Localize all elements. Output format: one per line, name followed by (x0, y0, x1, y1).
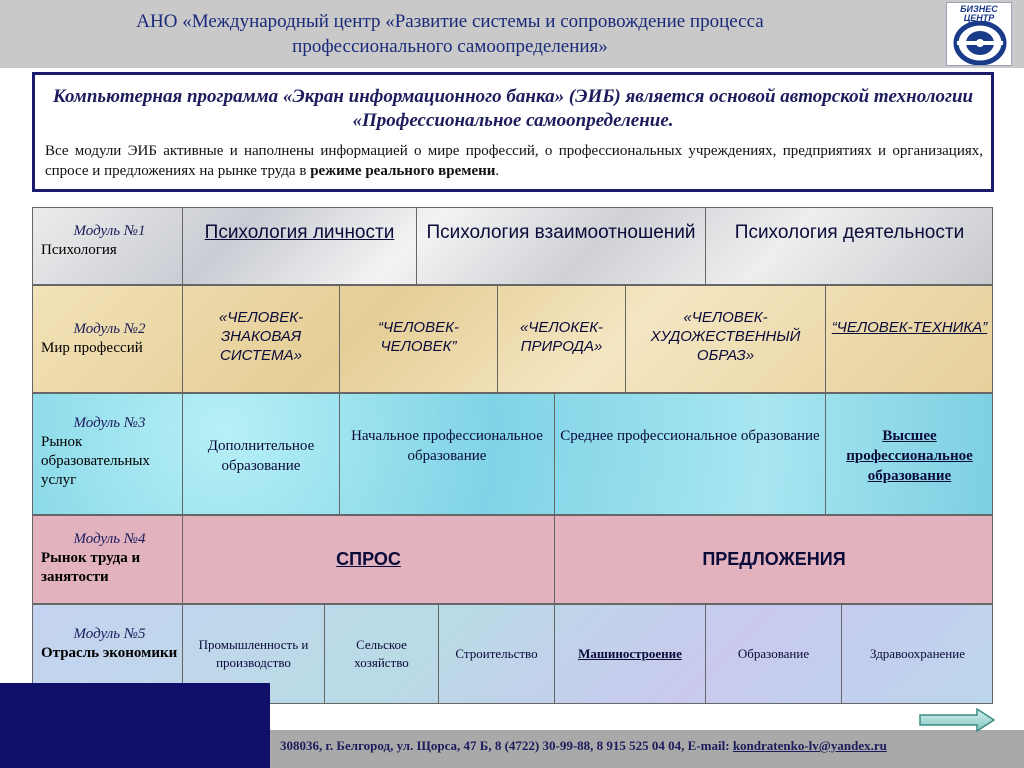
sector-agriculture-cell[interactable] (324, 605, 438, 703)
edu-additional-label: Дополнительное образование (207, 438, 315, 474)
footer-contacts (280, 737, 887, 755)
module-1-title: Модуль №1 (73, 223, 146, 239)
psych-personality-label: Психология личности (204, 222, 395, 243)
sector-industry-label: Промышленность и производство (198, 637, 309, 670)
psych-personality-link[interactable] (182, 208, 416, 284)
module-1-header (33, 208, 182, 284)
module-1-name: Психология (41, 242, 117, 258)
module-3-header (33, 394, 182, 514)
sector-healthcare-cell[interactable] (841, 605, 993, 703)
logo-line-2: ЦЕНТР (963, 13, 995, 23)
module-3-row (32, 393, 993, 515)
module-2-header (33, 286, 182, 392)
type-human-art-label: «ЧЕЛОВЕК-ХУДОЖЕСТВЕННЫЙ ОБРАЗ» (650, 309, 801, 364)
next-arrow-icon[interactable] (919, 708, 995, 732)
intro-heading: Компьютерная программа «Экран информационного банка» (ЭИБ) является основой авторской технологии «Профессиональное самоопределение. (52, 86, 974, 131)
type-sign-system-label: «ЧЕЛОВЕК-ЗНАКОВАЯ СИСТЕМА» (218, 309, 304, 364)
psych-activity-label: Психология деятельности (734, 222, 965, 243)
psych-relations-label: Психология взаимоотношений (426, 222, 696, 243)
offers-cell[interactable] (554, 516, 993, 603)
type-human-art-cell[interactable] (625, 286, 825, 392)
sector-agriculture-label: Сельское хозяйство (354, 637, 409, 670)
demand-link[interactable] (182, 516, 554, 603)
footer-email-link[interactable]: kondratenko-lv@yandex.ru (732, 738, 887, 753)
module-3-title: Модуль №3 (73, 415, 146, 431)
type-human-nature-cell[interactable] (497, 286, 625, 392)
module-4-title: Модуль №4 (73, 531, 146, 547)
header-title: АНО «Международный центр «Развитие системы и сопровождение процесса профессионального самоопределения» (136, 11, 764, 57)
edu-additional-cell[interactable] (182, 394, 339, 514)
sector-education-cell[interactable] (705, 605, 841, 703)
intro-body (45, 141, 983, 181)
module-4-header (33, 516, 182, 603)
sector-healthcare-label: Здравоохранение (870, 646, 965, 661)
footer-address: 308036, г. Белгород, ул. Щорса, 47 Б, 8 (4722) 30-99-88, 8 915 525 04 04, E-mail: (280, 738, 733, 753)
edu-primary-vocational-label: Начальное профессиональное образование (351, 428, 543, 464)
offers-label: ПРЕДЛОЖЕНИЯ (702, 549, 846, 569)
type-human-human-cell[interactable] (339, 286, 497, 392)
edu-higher-label: Высшее профессиональное образование (846, 428, 973, 484)
module-1-row (32, 207, 993, 285)
module-2-row (32, 285, 993, 393)
logo-line-1: БИЗНЕС (960, 4, 998, 14)
intro-body-end: . (495, 163, 500, 179)
edu-primary-vocational-cell[interactable] (339, 394, 554, 514)
psych-activity-cell[interactable] (705, 208, 993, 284)
edu-secondary-vocational-label: Среднее профессиональное образование (560, 428, 820, 444)
intro-body-bold: режиме реального времени (310, 163, 496, 179)
module-4-name: Рынок труда и занятости (41, 550, 141, 585)
footer-accent-block (0, 683, 270, 768)
type-human-tech-label: “ЧЕЛОВЕК-ТЕХНИКА” (831, 319, 988, 336)
module-2-title: Модуль №2 (73, 321, 146, 337)
intro-box (32, 72, 994, 192)
module-4-row (32, 515, 993, 604)
type-human-tech-link[interactable] (825, 286, 993, 392)
header-bar (0, 0, 1024, 68)
demand-label: СПРОС (336, 549, 401, 569)
psych-relations-cell[interactable] (416, 208, 705, 284)
module-3-name: Рынок образовательных услуг (41, 434, 150, 488)
edu-secondary-vocational-cell[interactable] (554, 394, 825, 514)
logo-emblem-icon (953, 21, 1007, 65)
sector-construction-label: Строительство (455, 646, 538, 661)
footer-bar (270, 730, 1024, 768)
module-2-name: Мир профессий (41, 340, 143, 356)
module-5-title: Модуль №5 (73, 626, 146, 642)
type-human-human-label: “ЧЕЛОВЕК-ЧЕЛОВЕК” (378, 319, 459, 355)
sector-machinery-link[interactable] (554, 605, 705, 703)
edu-higher-link[interactable] (825, 394, 993, 514)
sector-machinery-label: Машиностроение (578, 646, 682, 661)
sector-construction-cell[interactable] (438, 605, 554, 703)
type-sign-system-cell[interactable] (182, 286, 339, 392)
intro-body-start: Все модули ЭИБ активные и наполнены информацией о мире профессий, о профессиональных учреждениях, предприятиях и организациях, спросе и предложениях на рынке труда в (45, 143, 983, 179)
type-human-nature-label: «ЧЕЛОКЕК-ПРИРОДА» (519, 319, 604, 355)
module-5-name: Отрасль экономики (41, 645, 178, 661)
sector-education-label: Образование (737, 646, 810, 661)
business-center-logo-icon (946, 2, 1012, 66)
